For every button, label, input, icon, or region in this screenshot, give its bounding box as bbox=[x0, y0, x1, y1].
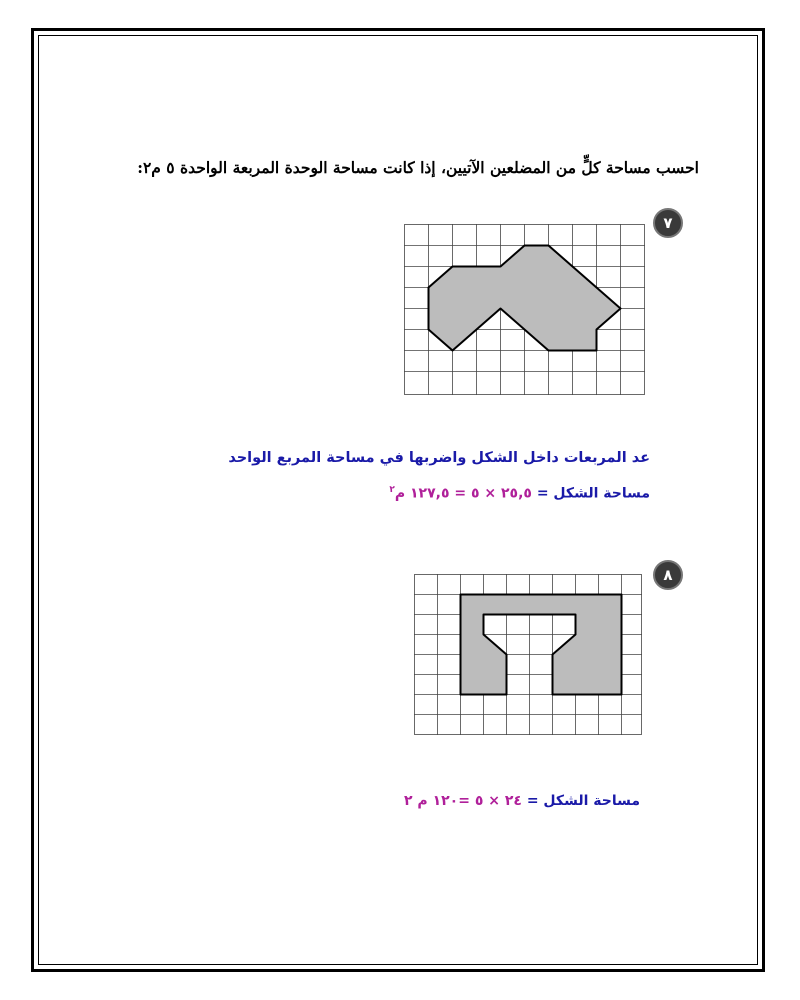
exercise-instruction: احسب مساحة كلٍّ من المضلعين الآتيين، إذا كانت مساحة الوحدة المربعة الواحدة ٥ م٢: bbox=[137, 158, 699, 177]
problem-7-area-unit-power: ٢ bbox=[389, 485, 395, 495]
problem-7-area-expression: ٢٥,٥ × ٥ = ١٢٧,٥ م bbox=[394, 485, 532, 502]
problem-8-area-solution bbox=[404, 793, 640, 809]
problem-8-number-badge: ٨ bbox=[653, 560, 683, 590]
problem-8-polygon-shape bbox=[461, 595, 622, 695]
problem-7-grid-figure bbox=[404, 224, 646, 396]
problem-7-number-badge: ٧ bbox=[653, 208, 683, 238]
problem-8-area-label: مساحة الشكل = bbox=[526, 793, 640, 809]
problem-7-hint: عد المربعات داخل الشكل واضربها في مساحة المربع الواحد bbox=[228, 450, 650, 466]
problem-8-area-expression: ٢٤ × ٥ =١٢٠ م ٢ bbox=[404, 793, 522, 809]
problem-7-area-solution bbox=[389, 485, 650, 502]
problem-8-grid-figure bbox=[414, 574, 643, 736]
problem-7-area-label: مساحة الشكل = bbox=[536, 485, 650, 502]
